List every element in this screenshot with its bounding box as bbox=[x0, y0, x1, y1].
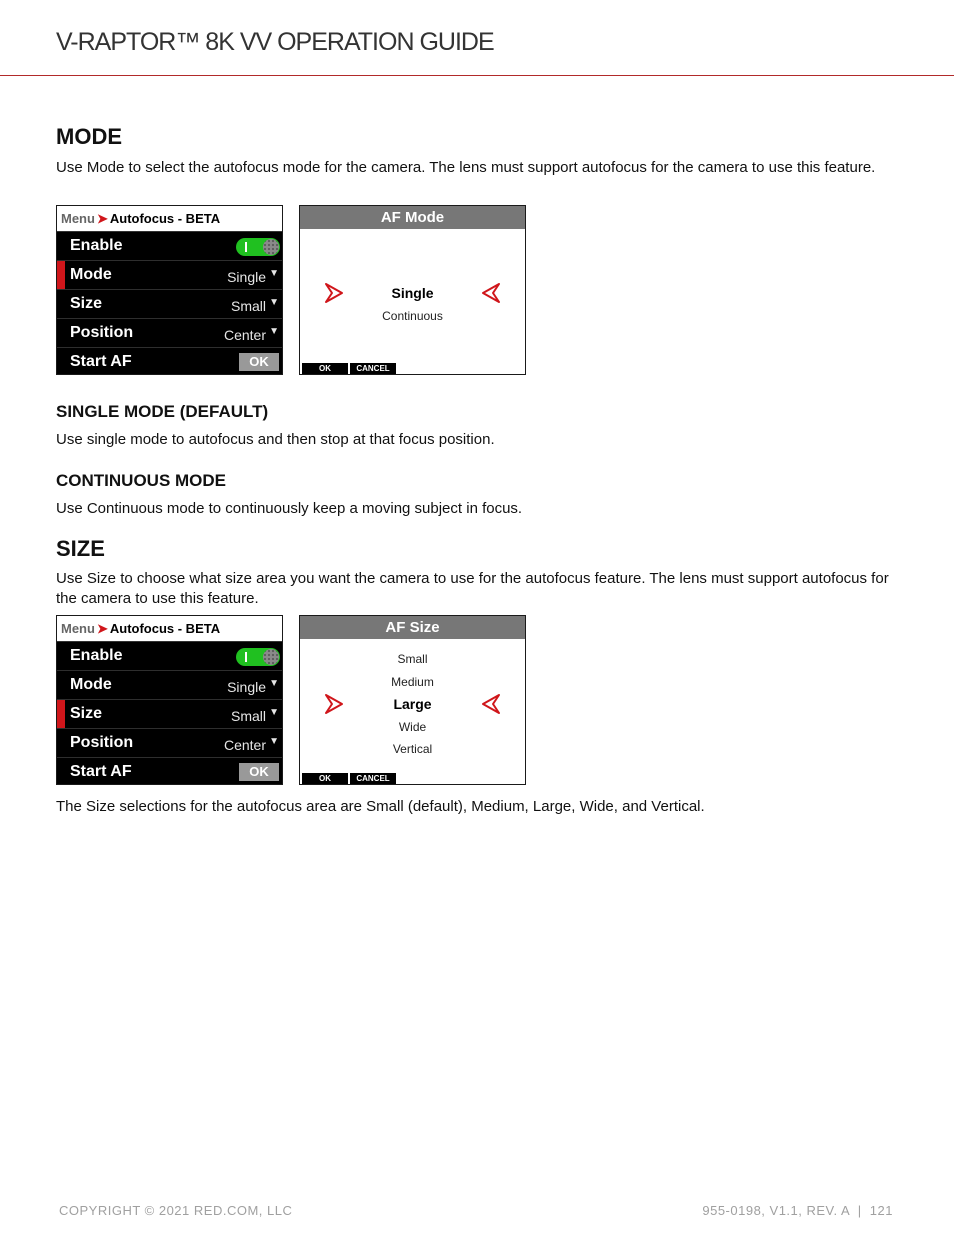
menu-row-position[interactable] bbox=[57, 319, 282, 348]
dialog-title: AF Size bbox=[300, 616, 525, 639]
af-mode-option-continuous[interactable]: Continuous bbox=[382, 308, 443, 323]
menu-row-label: Enable bbox=[70, 237, 123, 254]
cancel-button[interactable]: CANCEL bbox=[350, 363, 396, 374]
ok-button[interactable]: OK bbox=[302, 773, 348, 784]
chevron-down-icon: ▼ bbox=[269, 736, 279, 747]
chevron-down-icon: ▼ bbox=[269, 678, 279, 689]
breadcrumb-current: Autofocus - BETA bbox=[109, 621, 221, 636]
dialog-footer bbox=[300, 363, 525, 374]
menu-row-label: Enable bbox=[70, 647, 123, 664]
mode-value: Single bbox=[227, 679, 266, 695]
chevron-down-icon: ▼ bbox=[269, 326, 279, 337]
af-mode-options bbox=[300, 282, 525, 327]
autofocus-menu-panel-size bbox=[56, 615, 283, 785]
breadcrumb-menu[interactable]: Menu bbox=[61, 211, 95, 226]
menu-row-label: Size bbox=[70, 705, 103, 722]
af-size-option-medium[interactable]: Medium bbox=[391, 674, 434, 689]
dialog-footer bbox=[300, 773, 525, 784]
autofocus-menu-panel-mode bbox=[56, 205, 283, 375]
menu-row-size[interactable] bbox=[57, 700, 282, 729]
size-intro-text: Use Size to choose what size area you want the camera to use for the autofocus feature. The lens must support autofocus for the camera to use this feature. bbox=[56, 570, 889, 607]
continuous-mode-text: Use Continuous mode to continuously keep a moving subject in focus. bbox=[56, 500, 523, 517]
menu-row-label: Start AF bbox=[70, 353, 132, 370]
menu-row-start-af[interactable] bbox=[57, 348, 282, 375]
menu-row-size[interactable] bbox=[57, 290, 282, 319]
menu-breadcrumb bbox=[57, 206, 282, 232]
position-value: Center bbox=[223, 327, 266, 343]
single-mode-text: Use single mode to autofocus and then stop at that focus position. bbox=[56, 431, 495, 448]
menu-breadcrumb bbox=[57, 616, 282, 642]
footer-copyright: COPYRIGHT © 2021 RED.COM, LLC bbox=[59, 1203, 293, 1218]
size-heading: SIZE bbox=[56, 536, 105, 561]
breadcrumb-arrow-icon: ➤ bbox=[96, 211, 108, 226]
breadcrumb-arrow-icon: ➤ bbox=[96, 621, 108, 636]
chevron-down-icon: ▼ bbox=[269, 297, 279, 308]
continuous-mode-heading: CONTINUOUS MODE bbox=[56, 471, 226, 490]
menu-row-label: Start AF bbox=[70, 763, 132, 780]
af-size-option-wide[interactable]: Wide bbox=[398, 719, 427, 734]
menu-row-label: Mode bbox=[70, 676, 112, 693]
menu-row-enable[interactable] bbox=[57, 642, 282, 671]
position-value: Center bbox=[223, 737, 266, 753]
af-size-option-large[interactable]: Large bbox=[393, 696, 432, 712]
enable-toggle[interactable] bbox=[236, 238, 280, 256]
dialog-title: AF Mode bbox=[300, 206, 525, 229]
size-value: Small bbox=[230, 298, 266, 314]
size-outro-text: The Size selections for the autofocus area are Small (default), Medium, Large, Wide, and Vertical. bbox=[56, 798, 705, 815]
start-af-ok-button[interactable]: OK bbox=[239, 353, 279, 371]
mode-heading: MODE bbox=[56, 124, 122, 149]
af-size-option-vertical[interactable]: Vertical bbox=[392, 742, 433, 756]
menu-row-label: Position bbox=[70, 324, 134, 341]
af-mode-dialog bbox=[299, 205, 526, 375]
size-value: Small bbox=[230, 708, 266, 724]
menu-row-label: Mode bbox=[70, 266, 112, 283]
enable-toggle[interactable] bbox=[236, 648, 280, 666]
menu-row-enable[interactable] bbox=[57, 232, 282, 261]
breadcrumb-menu[interactable]: Menu bbox=[61, 621, 95, 636]
menu-row-label: Position bbox=[70, 734, 134, 751]
af-mode-option-single[interactable]: Single bbox=[391, 285, 434, 301]
af-size-dialog bbox=[299, 615, 526, 785]
af-size-options bbox=[300, 648, 525, 761]
header-divider bbox=[0, 75, 954, 76]
chevron-down-icon: ▼ bbox=[269, 707, 279, 718]
af-size-option-small[interactable]: Small bbox=[397, 652, 428, 666]
menu-row-position[interactable] bbox=[57, 729, 282, 758]
mode-intro-text: Use Mode to select the autofocus mode for the camera. The lens must support autofocus for the camera to use this feature. bbox=[56, 159, 876, 176]
footer-doc-ref: 955-0198, V1.1, REV. A | 121 bbox=[702, 1203, 893, 1218]
menu-row-label: Size bbox=[70, 295, 103, 312]
cancel-button[interactable]: CANCEL bbox=[350, 773, 396, 784]
page-header-title: V-RAPTOR™ 8K VV OPERATION GUIDE bbox=[56, 28, 494, 56]
single-mode-heading: SINGLE MODE (DEFAULT) bbox=[56, 402, 269, 421]
start-af-ok-button[interactable]: OK bbox=[239, 763, 279, 781]
ok-button[interactable]: OK bbox=[302, 363, 348, 374]
menu-row-mode[interactable] bbox=[57, 671, 282, 700]
menu-row-start-af[interactable] bbox=[57, 758, 282, 785]
menu-row-mode[interactable] bbox=[57, 261, 282, 290]
breadcrumb-current: Autofocus - BETA bbox=[109, 211, 221, 226]
mode-value: Single bbox=[227, 269, 266, 285]
chevron-down-icon: ▼ bbox=[269, 268, 279, 279]
